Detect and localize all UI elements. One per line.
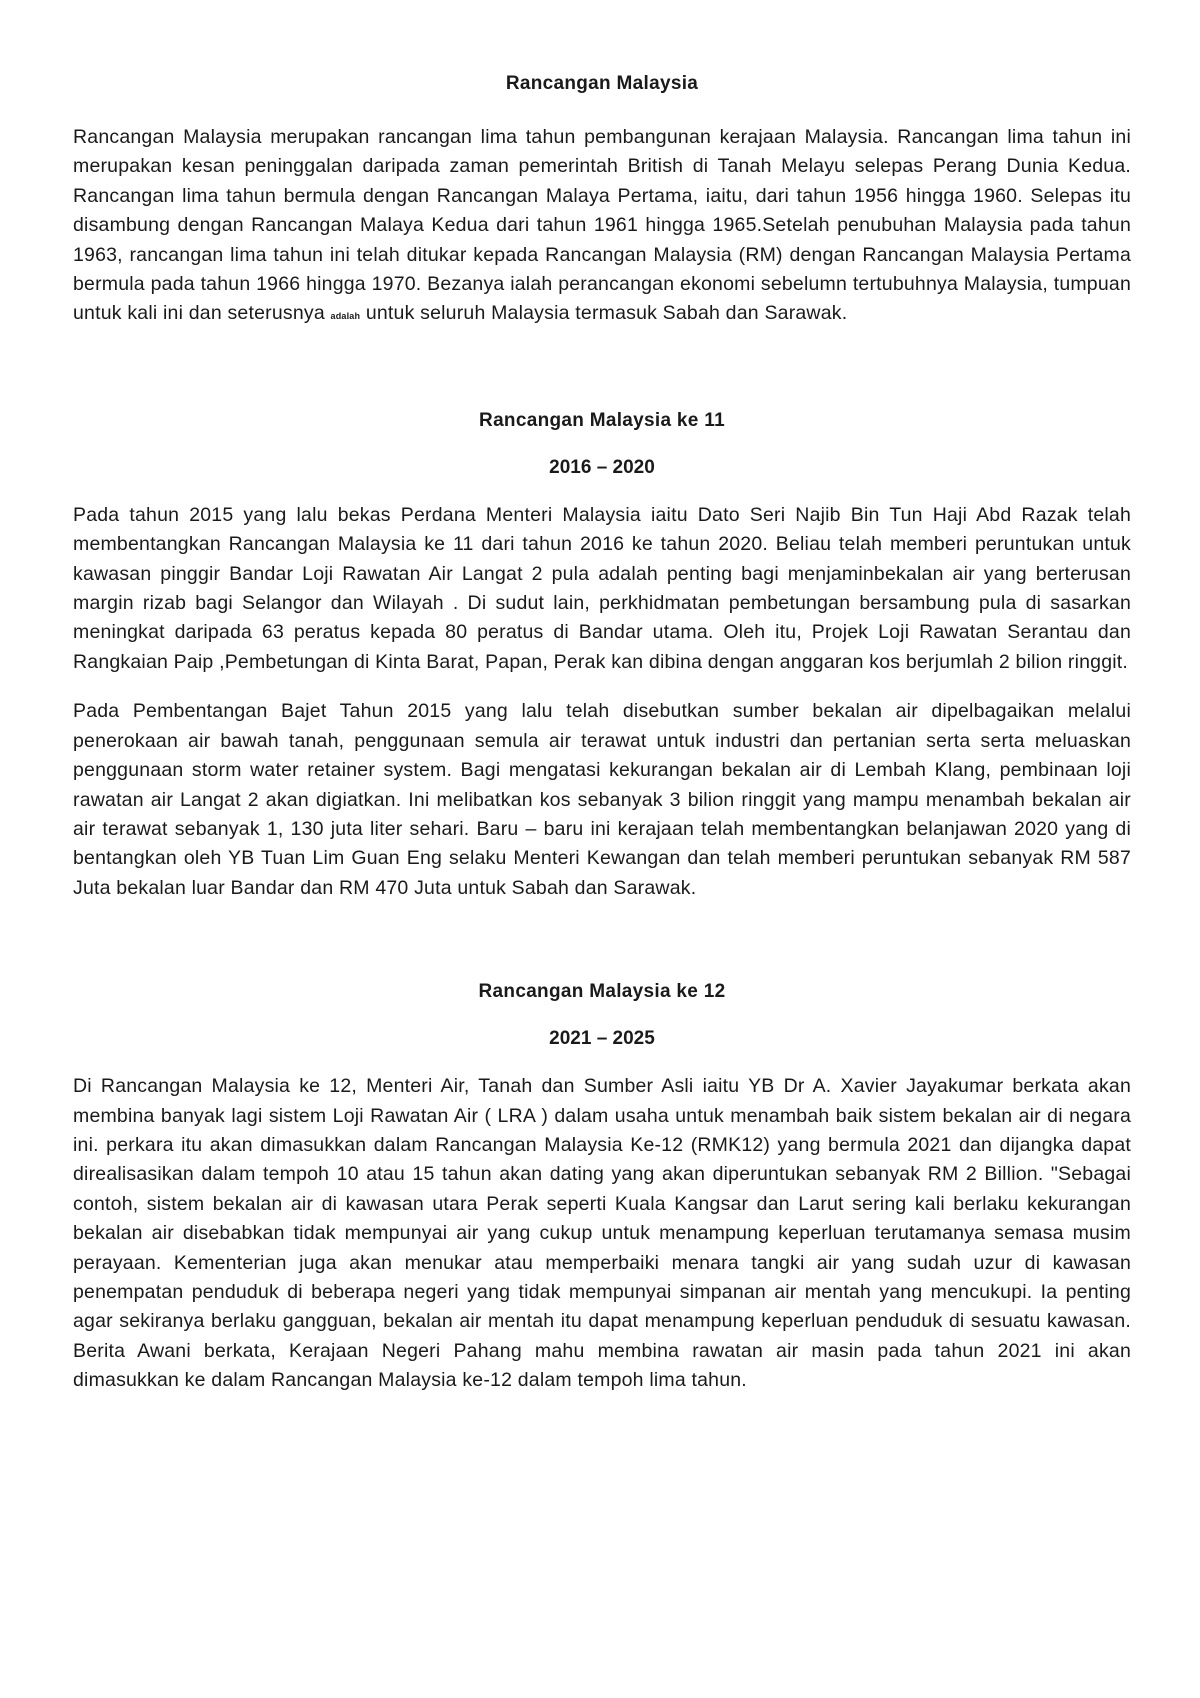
rmk11-paragraph-2: Pada Pembentangan Bajet Tahun 2015 yang lalu telah disebutkan sumber bekalan air dipelbagaikan melalui penerokaan air bawah tanah, penggunaan semula air terawat untuk industri dan pertanian serta serta meluaskan penggunaan storm water retainer system. Bagi mengatasi kekurangan bekalan air di Lembah Klang, pembinaan loji rawatan air Langat 2 akan digiatkan. Ini melibatkan kos sebanyak 3 bilion ringgit yang mampu menambah bekalan air air terawat sebanyak 1, 130 juta liter sehari. Baru – baru ini kerajaan telah membentangkan belanjawan 2020 yang di bentangkan oleh YB Tuan Lim Guan Eng selaku Menteri Kewangan dan telah memberi peruntukan sebanyak RM 587 Juta bekalan luar Bandar dan RM 470 Juta untuk Sabah dan Sarawak. (73, 700, 1131, 899)
section-title-rmk11: Rancangan Malaysia ke 11 (479, 409, 725, 431)
section-title-rmk12: Rancangan Malaysia ke 12 (478, 981, 726, 1003)
rmk11-paragraph-1: Pada tahun 2015 yang lalu bekas Perdana Menteri Malaysia iaitu Dato Seri Najib Bin Tun Haji Abd Razak telah membentangkan Rancangan Malaysia ke 11 dari tahun 2016 ke tahun 2020. Beliau telah memberi peruntukan untuk kawasan pinggir Bandar Loji Rawatan Air Langat 2 pula adalah penting bagi menjaminbekalan air yang berterusan margin rizab bagi Selangor dan Wilayah . Di sudut lain, perkhidmatan pembetungan bersambung pula di sasarkan meningkat daripada 63 peratus kepada 80 peratus di Bandar utama. Oleh itu, Projek Loji Rawatan Serantau dan Rangkaian Paip ,Pembetungan di Kinta Barat, Papan, Perak kan dibina dengan anggaran kos berjumlah 2 bilion ringgit. (73, 503, 1131, 673)
rmk12-paragraph-1: Di Rancangan Malaysia ke 12, Menteri Air, Tanah dan Sumber Asli iaitu YB Dr A. Xavier Jayakumar berkata akan membina banyak lagi sistem Loji Rawatan Air ( LRA ) dalam usaha untuk menambah baik sistem bekalan air di negara ini. perkara itu akan dimasukkan dalam Rancangan Malaysia Ke-12 (RMK12) yang bermula 2021 dan dijangka dapat direalisasikan dalam tempoh 10 atau 15 tahun akan dating yang akan diperuntukan sebanyak RM 2 Billion. "Sebagai contoh, sistem bekalan air di kawasan utara Perak seperti Kuala Kangsar dan Larut sering kali berlaku kekurangan bekalan air disebabkan tidak mempunyai air yang cukup untuk menampung keperluan terutamanya semasa musim perayaan. Kementerian juga akan menukar atau memperbaiki menara tangki air yang sudah uzur di kawasan penempatan penduduk di beberapa negeri yang tidak mempunyai simpanan air mentah yang mencukupi. Ia penting agar sekiranya berlaku gangguan, bekalan air mentah itu dapat menampung keperluan penduduk di sesuatu kawasan. Berita Awani berkata, Kerajaan Negeri Pahang mahu membina rawatan air masin pada tahun 2021 ini akan dimasukkan ke dalam Rancangan Malaysia ke-12 dalam tempoh lima tahun. (73, 1075, 1131, 1392)
intro-paragraph (73, 123, 1131, 332)
intro-paragraph-small-word: adalah (330, 311, 361, 322)
intro-paragraph-end: untuk seluruh Malaysia termasuk Sabah dan Sarawak. (360, 302, 848, 325)
section-title-rancangan-malaysia: Rancangan Malaysia (505, 73, 699, 94)
intro-paragraph-start: Rancangan Malaysia merupakan rancangan lima tahun pembangunan kerajaan Malaysia. Rancangan lima tahun ini merupakan kesan peninggalan daripada zaman pemerintah British di Tanah Melayu selepas Perang Dunia Kedua. Rancangan lima tahun bermula dengan Rancangan Malaya Pertama, iaitu, dari tahun 1956 hingga 1960. Selepas itu disambung dengan Rancangan Malaya Kedua dari tahun 1961 hingga 1965.Setelah penubuhan Malaysia pada tahun 1963, rancangan lima tahun ini telah ditukar kepada Rancangan Malaysia (RM) dengan Rancangan Malaysia Pertama bermula pada tahun 1966 hingga 1970. Bezanya ialah perancangan ekonomi sebelumn tertubuhnya Malaysia, tumpuan untuk kali ini dan seterusnya (73, 126, 1131, 325)
section-years-rmk11: 2016 – 2020 (549, 456, 655, 478)
document-body (73, 70, 1131, 1396)
section-years-rmk12: 2021 – 2025 (549, 1028, 655, 1050)
